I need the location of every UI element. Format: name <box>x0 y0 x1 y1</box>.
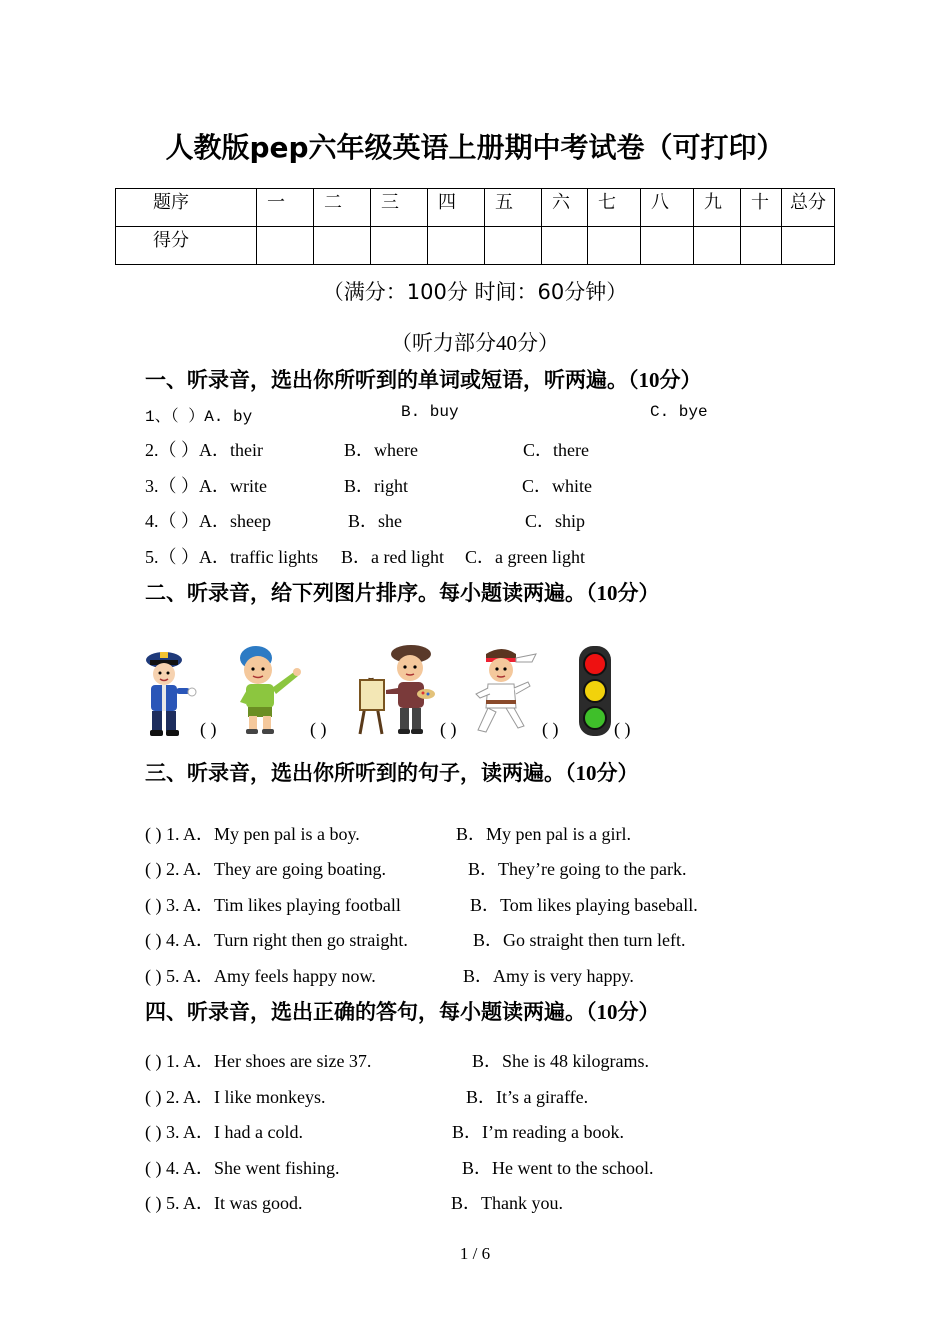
score-input-cell[interactable] <box>542 227 588 265</box>
s1-q3-a: 3.（ ）A．write <box>145 476 267 496</box>
s4-q1-b: B．She is 48 kilograms. <box>472 1051 650 1071</box>
s1-q1-b: B. buy <box>401 403 459 421</box>
section2-heading: 二、听录音，给下列图片排序。每小题读两遍。（10分） <box>145 581 660 605</box>
s1-q2-a: 2.（ ）A．their <box>145 440 263 460</box>
s1-q3-c: C．white <box>522 476 592 496</box>
karate-kid-picture <box>472 646 540 736</box>
police-officer-picture <box>140 646 202 738</box>
s2-blank-3[interactable]: ( ) <box>440 719 457 739</box>
section3-heading: 三、听录音，选出你所听到的句子，读两遍。（10分） <box>145 761 639 785</box>
score-cell: 三 <box>371 189 428 227</box>
score-cell-label: 题序 <box>116 189 257 227</box>
score-input-cell[interactable] <box>782 227 835 265</box>
score-row-label: 得分 <box>116 227 257 265</box>
exam-meta: （满分：100分 时间：60分钟） <box>322 280 628 304</box>
section4-heading: 四、听录音，选出正确的答句，每小题读两遍。（10分） <box>145 1000 660 1024</box>
s3-question-1 <box>145 820 631 846</box>
s2-blank-4[interactable]: ( ) <box>542 719 559 739</box>
s3-q5-b: B．Amy is very happy. <box>463 966 634 986</box>
s3-q3-a: ( ) 3. A．Tim likes playing football <box>145 895 401 915</box>
score-table-score-row <box>116 227 835 265</box>
score-cell-total: 总分 <box>782 189 835 227</box>
artist-painting-picture <box>356 644 436 736</box>
page-title: 人教版pep六年级英语上册期中考试卷（可打印） <box>165 131 785 164</box>
page-number: 1 / 6 <box>459 1244 491 1263</box>
listening-header: （听力部分40分） <box>391 331 559 355</box>
s3-q1-a: ( ) 1. A．My pen pal is a boy. <box>145 824 360 844</box>
score-input-cell[interactable] <box>588 227 641 265</box>
score-cell: 一 <box>257 189 314 227</box>
s4-q1-a: ( ) 1. A．Her shoes are size 37. <box>145 1051 372 1071</box>
s4-q4-b: B．He went to the school. <box>462 1158 654 1178</box>
s4-q3-a: ( ) 3. A．I had a cold. <box>145 1122 303 1142</box>
s3-question-5 <box>145 962 634 988</box>
s3-question-3 <box>145 891 698 917</box>
s1-q4-a: 4.（ ）A．sheep <box>145 511 271 531</box>
s1-q4-b: B．she <box>348 511 402 531</box>
s1-question-3 <box>145 472 592 498</box>
s4-q4-a: ( ) 4. A．She went fishing. <box>145 1158 340 1178</box>
s3-q2-b: B．They’re going to the park. <box>468 859 687 879</box>
s4-question-4 <box>145 1154 654 1180</box>
score-input-cell[interactable] <box>428 227 485 265</box>
s1-q3-b: B．right <box>344 476 409 496</box>
score-cell: 八 <box>641 189 694 227</box>
s4-question-1 <box>145 1047 650 1073</box>
score-input-cell[interactable] <box>741 227 782 265</box>
s1-q5-c: C．a green light <box>465 547 585 567</box>
traffic-light-picture <box>577 644 613 738</box>
score-input-cell[interactable] <box>641 227 694 265</box>
s2-blank-1[interactable]: ( ) <box>200 719 217 739</box>
s4-q2-b: B．It’s a giraffe. <box>466 1087 589 1107</box>
s4-q5-a: ( ) 5. A．It was good. <box>145 1193 303 1213</box>
s1-q2-b: B．where <box>344 440 418 460</box>
s4-question-2 <box>145 1083 589 1109</box>
score-cell: 十 <box>741 189 782 227</box>
s1-question-2 <box>145 436 589 462</box>
s4-q5-b: B．Thank you. <box>451 1193 563 1213</box>
s1-q4-c: C．ship <box>525 511 586 531</box>
s3-question-4 <box>145 926 686 952</box>
s1-q5-a: 5.（ ）A．traffic lights <box>145 547 319 567</box>
score-input-cell[interactable] <box>371 227 428 265</box>
score-table <box>115 188 835 265</box>
s3-q1-b: B．My pen pal is a girl. <box>456 824 631 844</box>
s1-q1-c: C. bye <box>650 403 708 421</box>
score-cell: 七 <box>588 189 641 227</box>
s1-question-5 <box>145 543 585 569</box>
s4-q2-a: ( ) 2. A．I like monkeys. <box>145 1087 326 1107</box>
score-input-cell[interactable] <box>694 227 741 265</box>
score-table-header-row <box>116 189 835 227</box>
s2-blank-5[interactable]: ( ) <box>614 719 631 739</box>
s1-question-4 <box>145 507 586 533</box>
s1-q2-c: C．there <box>523 440 589 460</box>
score-cell: 五 <box>485 189 542 227</box>
s3-q2-a: ( ) 2. A．They are going boating. <box>145 859 386 879</box>
s3-q5-a: ( ) 5. A．Amy feels happy now. <box>145 966 376 986</box>
score-cell: 九 <box>694 189 741 227</box>
s1-question-1 <box>145 403 708 426</box>
s4-question-3 <box>145 1118 624 1144</box>
s1-q1-a: 1、（ ）A. by <box>145 408 253 426</box>
boy-waving-picture <box>234 644 306 736</box>
s4-question-5 <box>145 1189 563 1215</box>
score-input-cell[interactable] <box>257 227 314 265</box>
score-cell: 六 <box>542 189 588 227</box>
s1-q5-b: B．a red light <box>341 547 444 567</box>
s4-q3-b: B．I’m reading a book. <box>452 1122 624 1142</box>
s2-blank-2[interactable]: ( ) <box>310 719 327 739</box>
score-cell: 四 <box>428 189 485 227</box>
s3-q3-b: B．Tom likes playing baseball. <box>470 895 698 915</box>
score-cell: 二 <box>314 189 371 227</box>
s3-question-2 <box>145 855 687 881</box>
score-input-cell[interactable] <box>485 227 542 265</box>
score-input-cell[interactable] <box>314 227 371 265</box>
s3-q4-b: B．Go straight then turn left. <box>473 930 686 950</box>
section1-heading: 一、听录音，选出你所听到的单词或短语，听两遍。（10分） <box>145 368 702 392</box>
s3-q4-a: ( ) 4. A．Turn right then go straight. <box>145 930 408 950</box>
